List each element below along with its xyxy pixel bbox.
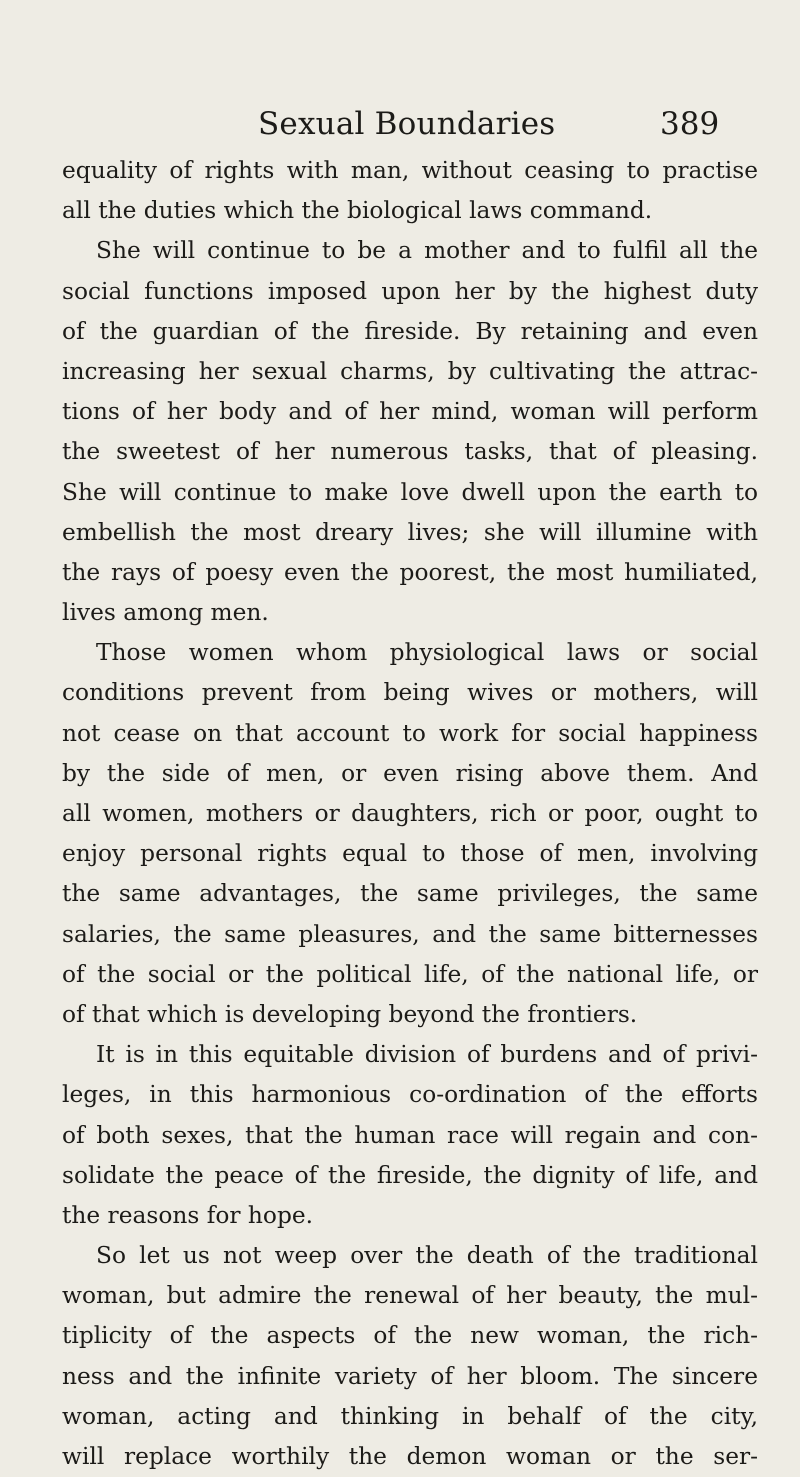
text-line: by the side of men, or even rising above them. And	[62, 759, 758, 787]
page-number: 389	[660, 106, 720, 142]
text-line: not cease on that account to work for social happiness	[62, 719, 758, 747]
text-line: of the guardian of the fireside. By retaining and even	[62, 317, 758, 345]
text-line: ness and the infinite variety of her bloom. The sincere	[62, 1362, 758, 1390]
text-line: all women, mothers or daughters, rich or poor, ought to	[62, 800, 758, 827]
text-line: It is in this equitable division of burdens and of privi-	[96, 1041, 758, 1069]
text-line: of both sexes, that the human race will regain and con-	[62, 1121, 758, 1149]
text-line: woman, acting and thinking in behalf of the city,	[62, 1402, 758, 1430]
text-line: of the social or the political life, of the national life, or	[62, 960, 758, 988]
text-line: equality of rights with man, without ceasing to practise	[62, 157, 758, 184]
text-line: embellish the most dreary lives; she will illumine with	[62, 518, 758, 546]
text-line: Those women whom physiological laws or social	[96, 639, 758, 667]
text-line: the rays of poesy even the poorest, the most humiliated,	[62, 558, 758, 586]
text-line: lives among men.	[62, 599, 269, 627]
text-line: So let us not weep over the death of the traditional	[96, 1242, 758, 1270]
text-line: social functions imposed upon her by the highest duty	[62, 277, 758, 305]
text-line: enjoy personal rights equal to those of men, involving	[62, 840, 758, 868]
text-line: leges, in this harmonious co-ordination of the efforts	[62, 1081, 758, 1109]
text-line: salaries, the same pleasures, and the same bitternesses	[62, 920, 758, 948]
text-line: tiplicity of the aspects of the new woman, the rich-	[62, 1322, 758, 1350]
text-line: all the duties which the biological laws command.	[62, 197, 653, 225]
text-line: conditions prevent from being wives or mothers, will	[62, 679, 758, 707]
text-line: the same advantages, the same privileges, the same	[62, 880, 758, 908]
running-head: Sexual Boundaries	[258, 106, 556, 142]
text-line: tions of her body and of her mind, woman will perform	[62, 398, 758, 426]
text-line: woman, but admire the renewal of her beauty, the mul-	[62, 1282, 758, 1310]
page-header	[0, 104, 800, 144]
text-line: She will continue to make love dwell upon the earth to	[62, 478, 758, 506]
text-line: the sweetest of her numerous tasks, that of pleasing.	[62, 438, 758, 466]
body-text	[62, 151, 758, 1477]
text-line: the reasons for hope.	[62, 1201, 314, 1229]
text-line: solidate the peace of the fireside, the dignity of life, and	[62, 1161, 758, 1189]
text-line: increasing her sexual charms, by cultivating the attrac-	[62, 357, 758, 385]
text-line: of that which is developing beyond the frontiers.	[62, 1000, 638, 1028]
text-line: She will continue to be a mother and to fulfil all the	[96, 237, 758, 265]
text-line: will replace worthily the demon woman or the ser-	[62, 1443, 758, 1470]
